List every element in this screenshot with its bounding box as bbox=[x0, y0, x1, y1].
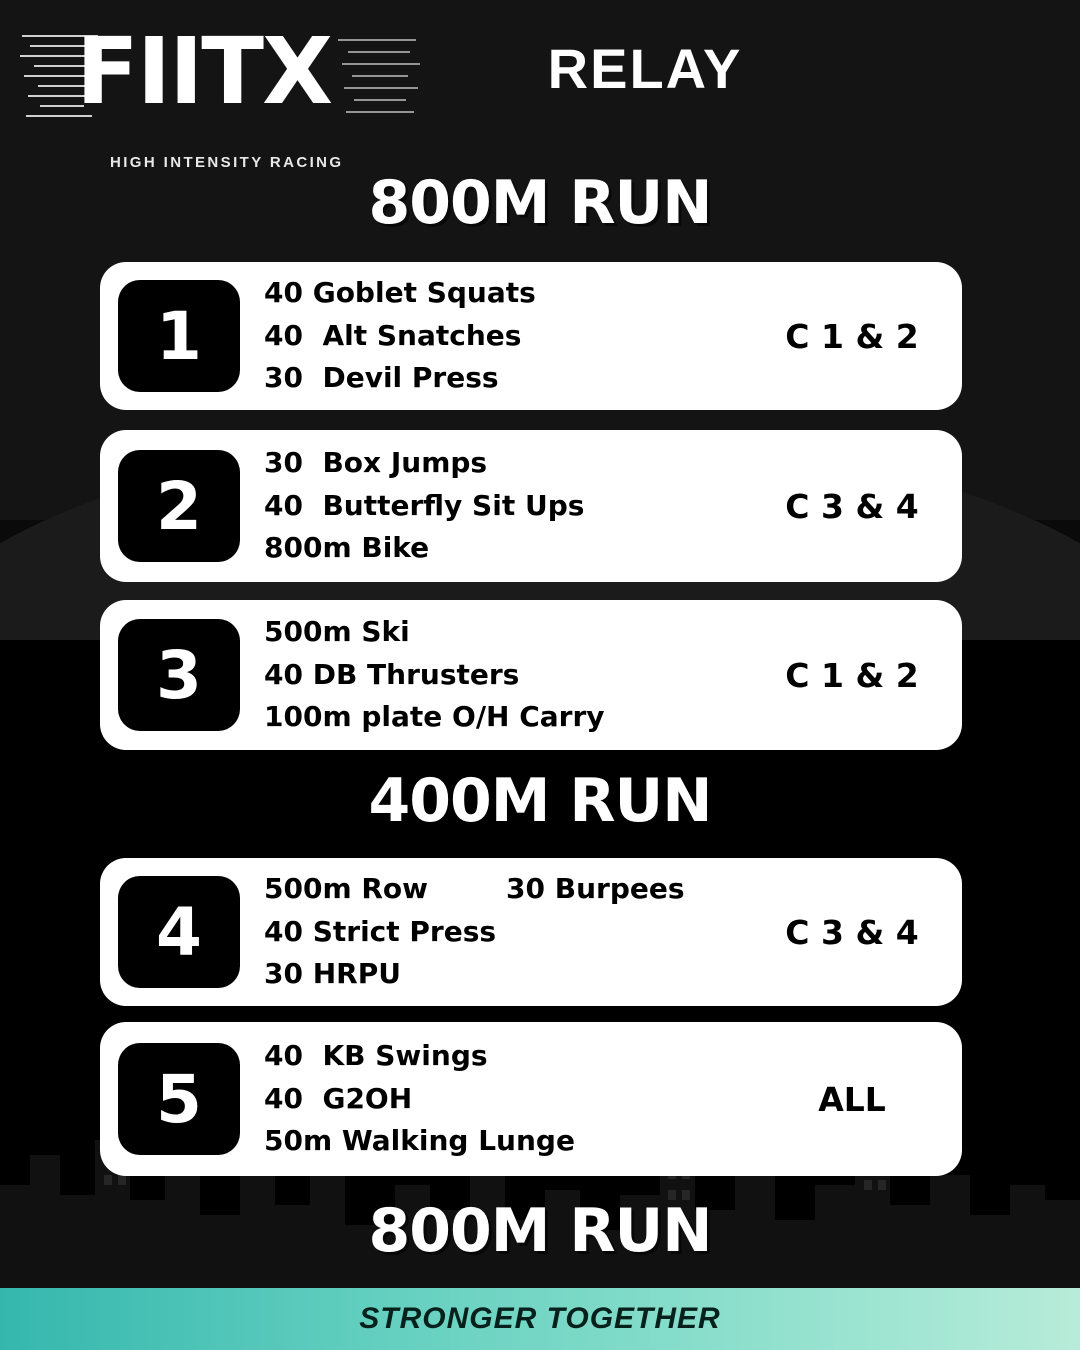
brand-tagline: HIGH INTENSITY RACING bbox=[110, 154, 344, 171]
station-movements bbox=[240, 611, 752, 739]
station-card bbox=[100, 430, 962, 582]
movement-line: 40 DB Thrusters bbox=[264, 657, 520, 691]
movement-line: 50m Walking Lunge bbox=[264, 1124, 575, 1158]
movement-line: 40 Goblet Squats bbox=[264, 275, 536, 309]
brand-logo bbox=[20, 14, 420, 171]
station-assignment: C 1 & 2 bbox=[785, 655, 919, 695]
station-card bbox=[100, 858, 962, 1006]
poster-footer bbox=[0, 1288, 1080, 1350]
movement-line: 30 HRPU bbox=[264, 957, 401, 991]
station-number-badge: 3 bbox=[118, 619, 240, 731]
station-assignment: C 1 & 2 bbox=[785, 316, 919, 356]
station-movements bbox=[240, 1035, 752, 1163]
station-assignment: C 3 & 4 bbox=[785, 486, 919, 526]
station-movements bbox=[240, 272, 752, 400]
movement-line: 100m plate O/H Carry bbox=[264, 700, 605, 734]
movement-line: 40 Strict Press bbox=[264, 914, 497, 948]
movement-line: 30 Devil Press bbox=[264, 361, 499, 395]
station-number-badge: 5 bbox=[118, 1043, 240, 1155]
station-card bbox=[100, 600, 962, 750]
movement-line: 500m Row 30 Burpees bbox=[264, 871, 685, 905]
run-banner-bottom: 800M RUN bbox=[368, 1196, 712, 1266]
run-banner-middle: 400M RUN bbox=[368, 766, 712, 836]
station-number-badge: 1 bbox=[118, 280, 240, 392]
station-movements bbox=[240, 868, 752, 996]
run-banner-top: 800M RUN bbox=[368, 168, 712, 238]
movement-line: 40 G2OH bbox=[264, 1081, 413, 1115]
movement-line: 500m Ski bbox=[264, 614, 410, 648]
movement-line: 40 Butterfly Sit Ups bbox=[264, 488, 585, 522]
brand-logo-text: FIITX bbox=[76, 18, 331, 125]
station-assignment: C 3 & 4 bbox=[785, 912, 919, 952]
station-number-badge: 2 bbox=[118, 450, 240, 562]
movement-line: 40 KB Swings bbox=[264, 1038, 488, 1072]
movement-line: 800m Bike bbox=[264, 531, 430, 565]
station-assignment: ALL bbox=[818, 1079, 886, 1119]
movement-line: 40 Alt Snatches bbox=[264, 318, 522, 352]
footer-slogan: STRONGER TOGETHER bbox=[359, 1302, 721, 1335]
station-movements bbox=[240, 442, 752, 570]
station-card bbox=[100, 1022, 962, 1176]
station-number-badge: 4 bbox=[118, 876, 240, 988]
page-title: RELAY bbox=[547, 37, 743, 100]
station-card bbox=[100, 262, 962, 410]
movement-line: 30 Box Jumps bbox=[264, 445, 488, 479]
poster-header bbox=[0, 0, 1080, 180]
